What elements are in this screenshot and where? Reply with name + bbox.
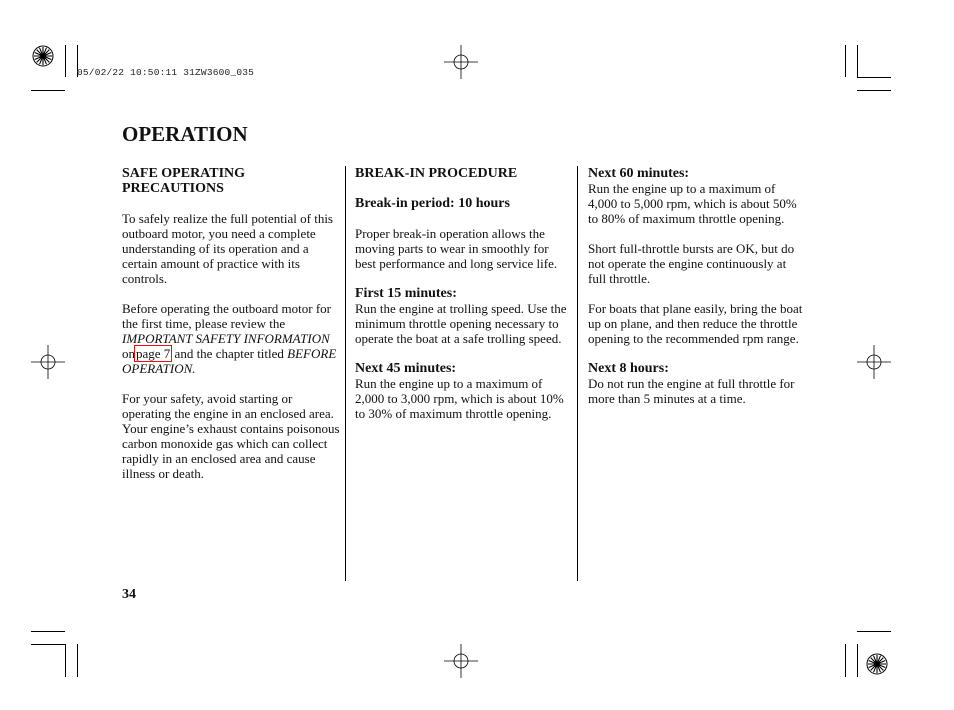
crosshair-icon: [444, 644, 478, 678]
step-heading: Next 45 minutes:: [355, 361, 457, 376]
paragraph: For your safety, avoid starting or operating the engine in an enclosed area. Your engine’s exhaust contains poisonous carbon monoxide gas which can collect rapidly in an enclosed area and cause illness or death.: [122, 391, 340, 481]
paragraph: Run the engine up to a maximum of 2,000 to 3,000 rpm, which is about 10% to 30% of maximum throttle opening.: [355, 376, 564, 421]
starburst-icon: [866, 653, 888, 675]
break-in-section: [355, 166, 570, 436]
emphasis-text: IMPORTANT SAFETY INFORMATION: [122, 331, 330, 346]
page-link[interactable]: page 7: [136, 346, 171, 361]
paragraph: [122, 301, 340, 376]
section-heading: BREAK-IN PROCEDURE: [355, 166, 518, 181]
text: on: [122, 346, 135, 361]
paragraph: Run the engine at trolling speed. Use the minimum throttle opening necessary to operate the boat at a safe trolling speed.: [355, 301, 567, 346]
page-title: OPERATION: [122, 122, 248, 146]
paragraph: Proper break-in operation allows the moving parts to wear in smoothly for best performance and long service life.: [355, 226, 558, 271]
subheading: Break-in period: 10 hours: [355, 196, 510, 211]
column-divider: [577, 166, 578, 581]
text: Before operating the outboard motor for the first time, please review the: [122, 301, 332, 331]
paragraph: Run the engine up to a maximum of 4,000 to 5,000 rpm, which is about 50% to 80% of maximum throttle opening.: [588, 181, 797, 226]
paragraph: For boats that plane easily, bring the boat up on plane, and then reduce the throttle opening to the recommended rpm range.: [588, 301, 803, 346]
starburst-icon: [32, 45, 54, 67]
safe-operating-section: [122, 166, 340, 496]
paragraph: Do not run the engine at full throttle for more than 5 minutes at a time.: [588, 376, 795, 406]
page-number: 34: [122, 587, 136, 602]
crosshair-icon: [857, 345, 891, 379]
section-heading: [122, 166, 340, 196]
paragraph: Short full-throttle bursts are OK, but do not operate the engine continuously at full throttle.: [588, 241, 795, 286]
print-stamp: 05/02/22 10:50:11 31ZW3600_035: [77, 67, 255, 78]
crosshair-icon: [31, 345, 65, 379]
emphasis-text: BEFORE OPERATION.: [122, 346, 337, 376]
break-in-continued-section: [588, 166, 803, 421]
heading-line: SAFE OPERATING: [122, 166, 246, 181]
step-heading: Next 60 minutes:: [588, 166, 690, 181]
step-heading: Next 8 hours:: [588, 361, 669, 376]
column-divider: [345, 166, 346, 581]
heading-line: PRECAUTIONS: [122, 181, 224, 196]
paragraph: To safely realize the full potential of this outboard motor, you need a complete understanding of its operation and a certain amount of practice with its controls.: [122, 211, 333, 286]
text: and the chapter titled: [174, 346, 284, 361]
crosshair-icon: [444, 45, 478, 79]
step-heading: First 15 minutes:: [355, 286, 457, 301]
